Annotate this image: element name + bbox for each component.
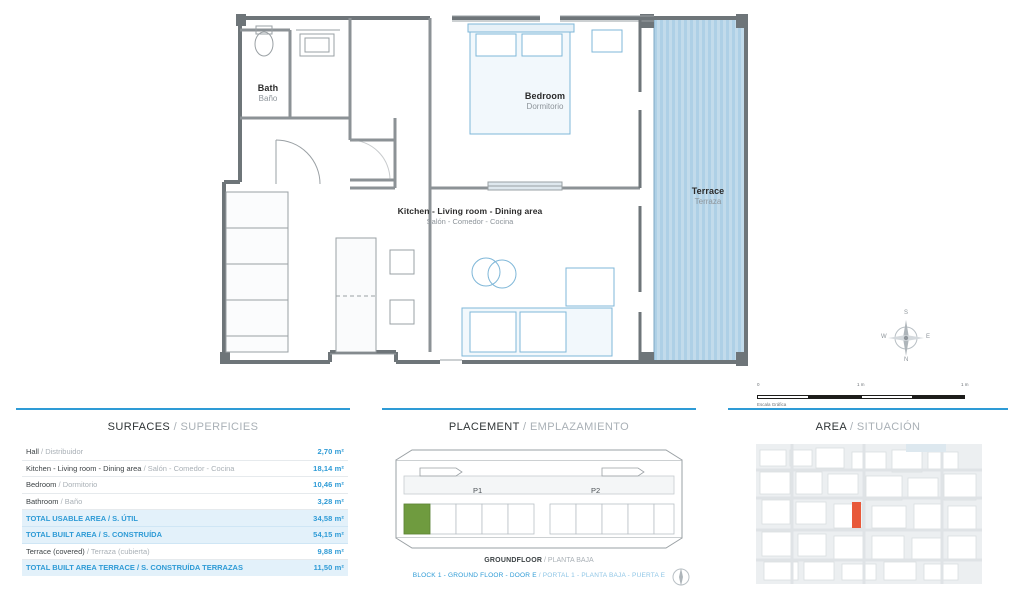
surface-row	[22, 494, 348, 511]
surface-name-separator: /	[134, 563, 142, 573]
surface-row-value: 3,28 m²	[317, 497, 344, 507]
scale-tick-mid: 1 m	[857, 382, 865, 387]
surface-name-en: TOTAL BUILT AREA TERRACE	[26, 563, 135, 573]
area-title	[720, 421, 1016, 433]
placement-diagram	[386, 446, 692, 556]
room-name-es: Dormitorio	[526, 102, 564, 112]
surface-name-es: S. CONSTRUÍDA	[102, 530, 162, 540]
panel-divider	[16, 408, 350, 410]
surface-row	[22, 560, 348, 576]
placement-title-es: / EMPLAZAMIENTO	[523, 421, 630, 433]
surfaces-panel	[8, 404, 358, 596]
room-name-es: Terraza	[694, 197, 722, 207]
kitchen-counter	[226, 192, 288, 352]
surface-row-value: 10,46 m²	[313, 480, 344, 490]
surface-row-name	[26, 464, 234, 473]
surface-row-name	[26, 563, 243, 572]
scale-caption: Escala Gráfica	[757, 402, 787, 407]
surface-name-en: Bedroom	[26, 480, 57, 490]
placement-title	[374, 421, 704, 433]
highlighted-unit	[404, 504, 430, 534]
surface-name-separator: /	[141, 463, 148, 473]
surface-name-en: Kitchen - Living room - Dining area	[26, 463, 142, 473]
location-marker	[852, 502, 861, 528]
surface-name-separator: /	[96, 530, 103, 540]
surface-name-separator: /	[56, 480, 63, 490]
surface-row-name	[26, 497, 82, 506]
terrace-region	[654, 18, 746, 362]
placement-subcaption	[374, 572, 704, 579]
compass-west-label: W	[881, 334, 887, 340]
surface-row	[22, 527, 348, 544]
surface-row-value: 9,88 m²	[317, 546, 344, 556]
surface-row	[22, 444, 348, 461]
portal-2-label: P2	[591, 486, 601, 495]
surface-name-en: TOTAL BUILT AREA	[26, 530, 97, 540]
placement-panel	[374, 404, 704, 596]
compass-rose	[878, 310, 934, 366]
surface-name-en: TOTAL USABLE AREA	[26, 513, 106, 523]
surface-name-separator: /	[58, 497, 65, 507]
surface-name-en: Bathroom	[26, 497, 59, 507]
room-name-en: Kitchen - Living room - Dining area	[397, 206, 543, 216]
surface-name-en: Hall	[26, 447, 39, 457]
panel-divider	[728, 408, 1008, 410]
surface-row-value: 2,70 m²	[317, 447, 344, 457]
placement-caption-en: GROUNDFLOOR	[484, 557, 543, 564]
room-name-es: Baño	[258, 94, 278, 104]
scale-tick-0: 0	[757, 382, 760, 387]
compass-east-label: E	[926, 334, 931, 340]
surface-row-value: 54,15 m²	[313, 530, 344, 540]
room-name-es: Salón - Comedor - Cocina	[426, 217, 514, 227]
surface-row-name	[26, 480, 97, 489]
surface-name-es: S. ÚTIL	[112, 513, 138, 523]
room-name-en: Bedroom	[524, 91, 566, 101]
surfaces-list	[22, 444, 348, 576]
surface-row	[22, 477, 348, 494]
placement-title-en: PLACEMENT	[448, 421, 520, 433]
surface-name-es: S. CONSTRUÍDA TERRAZAS	[141, 563, 243, 573]
room-name-en: Bath	[257, 83, 279, 93]
surface-name-es: Distribuidor	[45, 447, 84, 457]
placement-sub-es: / PORTAL 1 - PLANTA BAJA - PUERTA E	[538, 572, 666, 579]
location-map[interactable]	[756, 444, 982, 584]
surfaces-title-en: SURFACES	[107, 421, 171, 433]
surface-row-name	[26, 530, 162, 539]
placement-caption-es: / PLANTA BAJA	[544, 557, 594, 564]
compass-south-label: S	[904, 310, 909, 316]
surface-row	[22, 461, 348, 478]
surface-row-value: 18,14 m²	[313, 463, 344, 473]
area-panel	[720, 404, 1016, 596]
surfaces-title	[8, 421, 358, 433]
surface-row-name	[26, 447, 83, 456]
placement-sub-en: BLOCK 1 - GROUND FLOOR - DOOR E	[412, 572, 537, 579]
surface-name-es: Terraza (cubierta)	[90, 546, 150, 556]
bedroom-furniture	[468, 24, 622, 134]
room-name-en: Terrace	[691, 186, 725, 196]
surface-row	[22, 510, 348, 527]
compass-north-label: N	[904, 357, 909, 363]
placement-caption	[374, 557, 704, 564]
surface-name-es: Dormitorio	[62, 480, 98, 490]
area-title-es: / SITUACIÓN	[850, 421, 921, 433]
surface-name-separator: /	[38, 447, 46, 457]
surface-row	[22, 544, 348, 561]
surface-name-en: Terrace (covered)	[26, 546, 85, 556]
surface-row-name	[26, 514, 138, 523]
scale-tick-right: 1 m	[961, 382, 969, 387]
area-title-en: AREA	[815, 421, 847, 433]
dining-table	[336, 238, 414, 352]
info-panels	[0, 404, 1024, 596]
surface-name-es: Salón - Comedor - Cocina	[147, 463, 235, 473]
surface-row-value: 34,58 m²	[313, 513, 344, 523]
surface-row-name	[26, 547, 150, 556]
surface-name-separator: /	[84, 546, 91, 556]
portal-1-label: P1	[473, 486, 483, 495]
surface-name-es: Baño	[64, 497, 83, 507]
surface-row-value: 11,50 m²	[313, 563, 344, 573]
panel-divider	[382, 408, 696, 410]
surface-name-separator: /	[105, 513, 113, 523]
living-furniture	[462, 258, 614, 356]
surfaces-title-es: / SUPERFICIES	[173, 421, 259, 433]
